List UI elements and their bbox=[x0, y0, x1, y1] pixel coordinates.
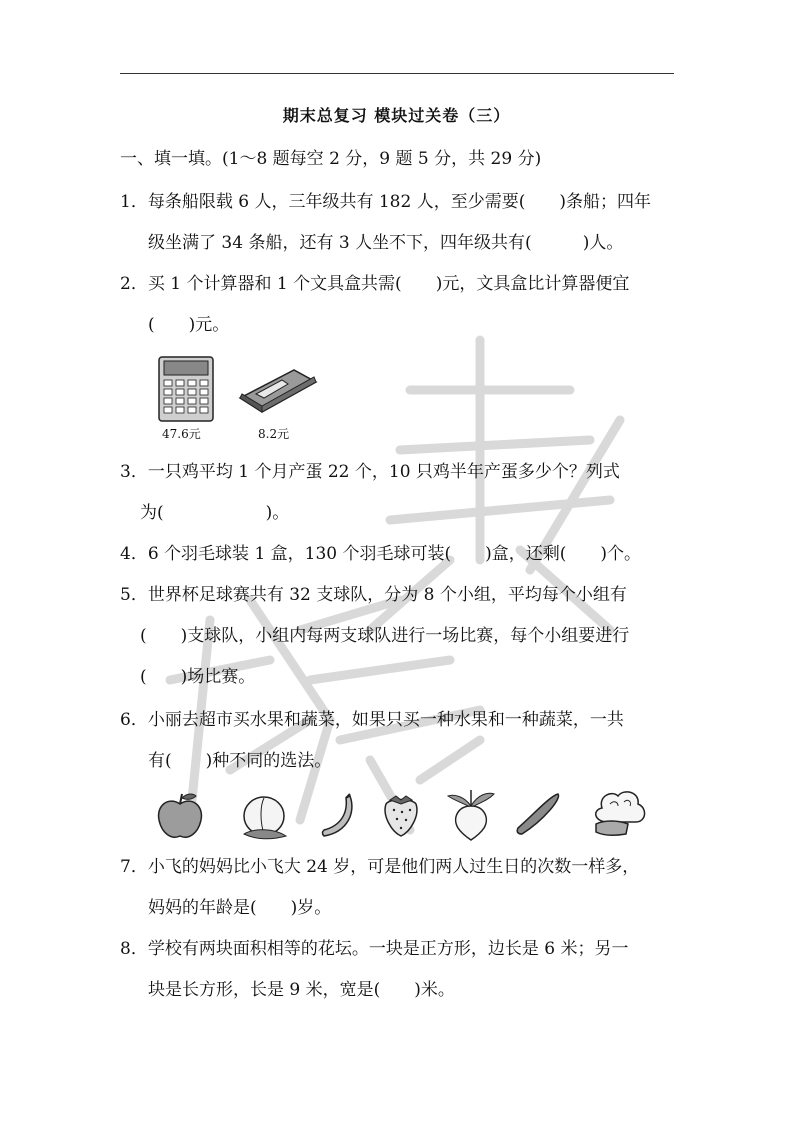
q8-line1: 8．学校有两块面积相等的花坛。一块是正方形，边长是 6 米；另一 bbox=[120, 939, 629, 959]
q6-line1: 6．小丽去超市买水果和蔬菜，如果只买一种水果和一种蔬菜，一共 bbox=[120, 710, 624, 730]
strawberry-image bbox=[380, 792, 422, 840]
q1-line1: 1．每条船限载 6 人，三年级共有 182 人，至少需要( )条船；四年 bbox=[120, 192, 651, 212]
header-rule bbox=[120, 73, 674, 74]
q5-line1: 5．世界杯足球赛共有 32 支球队，分为 8 个小组，平均每个小组有 bbox=[120, 585, 627, 605]
cucumber-image bbox=[514, 790, 564, 838]
q6-line2: 有( )种不同的选法。 bbox=[148, 751, 332, 771]
banana-image bbox=[318, 792, 358, 842]
radish-image bbox=[444, 786, 498, 842]
pencil-case-image bbox=[236, 364, 318, 416]
page-title: 期末总复习 模块过关卷（三） bbox=[282, 106, 511, 125]
q4-line1: 4．6 个羽毛球装 1 盒，130 个羽毛球可装( )盒，还剩( )个。 bbox=[120, 544, 642, 564]
cabbage-image bbox=[588, 786, 650, 838]
section-heading: 一、填一填。(1～8 题每空 2 分，9 题 5 分，共 29 分) bbox=[120, 149, 542, 169]
q7-line2: 妈妈的年龄是( )岁。 bbox=[148, 898, 332, 918]
q3-line2: 为( )。 bbox=[140, 503, 290, 523]
calculator-image bbox=[158, 356, 214, 422]
q1-line2: 级坐满了 34 条船，还有 3 人坐不下，四年级共有( )人。 bbox=[148, 233, 624, 253]
calculator-price: 47.6元 bbox=[162, 427, 201, 441]
q8-line2: 块是长方形，长是 9 米，宽是( )米。 bbox=[148, 980, 455, 1000]
q5-line2: ( )支球队，小组内每两支球队进行一场比赛，每个小组要进行 bbox=[140, 626, 630, 646]
pencil-case-price: 8.2元 bbox=[258, 427, 290, 441]
q7-line1: 7．小飞的妈妈比小飞大 24 岁，可是他们两人过生日的次数一样多， bbox=[120, 857, 640, 877]
peach-image bbox=[236, 792, 292, 842]
q2-line1: 2．买 1 个计算器和 1 个文具盒共需( )元，文具盒比计算器便宜 bbox=[120, 274, 630, 294]
watermark-logo bbox=[150, 300, 670, 860]
q5-line3: ( )场比赛。 bbox=[140, 667, 256, 687]
q2-line2: ( )元。 bbox=[148, 315, 230, 335]
apple-image bbox=[154, 790, 206, 842]
q3-line1: 3．一只鸡平均 1 个月产蛋 22 个，10 只鸡半年产蛋多少个？列式 bbox=[120, 462, 620, 482]
